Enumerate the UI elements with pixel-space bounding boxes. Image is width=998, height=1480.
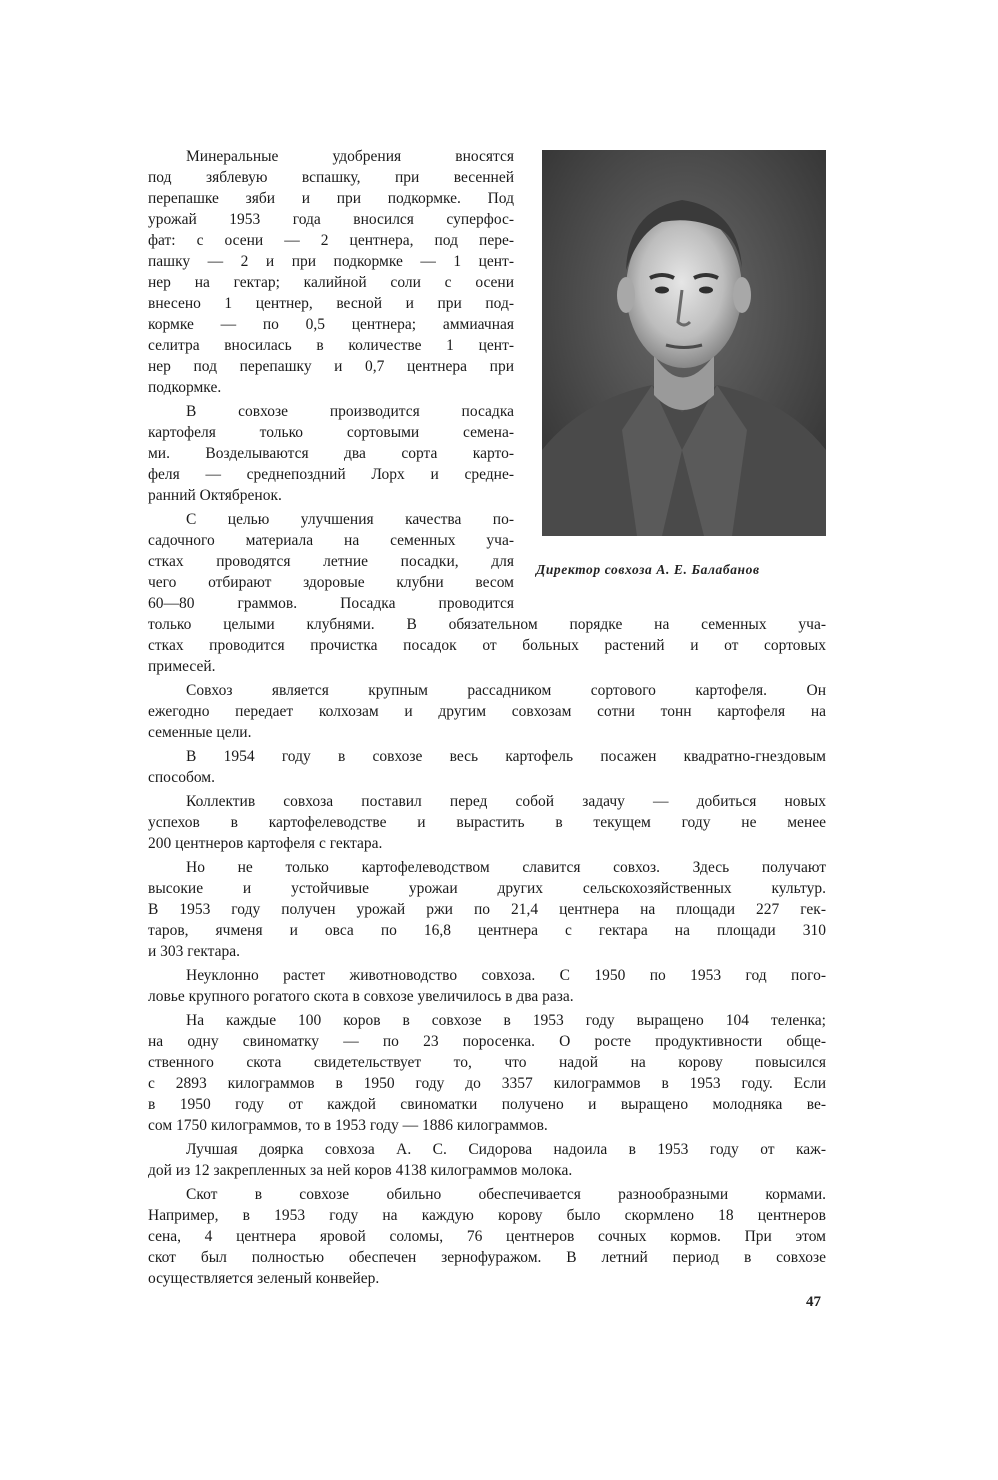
text-line: 200 центнеров картофеля с гектара.	[148, 835, 383, 852]
text-line: сена, 4 центнера яровой соломы, 76 центнеров сочных кормов. При этом	[148, 1228, 826, 1245]
text-line: Например, в 1953 году на каждую корову было скормлено 18 центнеров	[148, 1207, 826, 1224]
text-line: На каждые 100 коров в совхозе в 1953 году выращено 104 теленка;	[186, 1012, 826, 1029]
text-line: фат: с осени — 2 центнера, под пере-	[148, 232, 514, 249]
text-line: В 1953 году получен урожай ржи по 21,4 центнера на площади 227 гек-	[148, 901, 826, 918]
text-line: семенные цели.	[148, 724, 252, 741]
text-line: подкормке.	[148, 379, 222, 396]
text-line: урожай 1953 года вносился суперфос-	[148, 211, 514, 228]
page-number: 47	[806, 1294, 821, 1310]
text-line: под зяблевую вспашку, при весенней	[148, 169, 514, 186]
text-line: на одну свиноматку — по 23 поросенка. О росте продуктивности обще-	[148, 1033, 826, 1050]
text-line: кормке — по 0,5 центнера; аммиачная	[148, 316, 514, 333]
text-line: ежегодно передает колхозам и другим совхозам сотни тонн картофеля на	[148, 703, 826, 720]
text-line: Лучшая доярка совхоза А. С. Сидорова надоила в 1953 году от каж-	[186, 1141, 826, 1158]
text-line: в 1950 году от каждой свиноматки получено и выращено молодняка ве-	[148, 1096, 826, 1113]
text-line: успехов в картофелеводстве и вырастить в текущем году не менее	[148, 814, 826, 831]
text-line: только целыми клубнями. В обязательном порядке на семенных уча-	[148, 616, 826, 633]
text-line: с 2893 килограммов в 1950 году до 3357 килограммов в 1953 году. Если	[148, 1075, 826, 1092]
text-line: ственного скота свидетельствует то, что надой на корову повысился	[148, 1054, 826, 1071]
text-line: Минеральные удобрения вносятся	[186, 148, 514, 165]
text-line: примесей.	[148, 658, 216, 675]
text-line: В совхозе производится посадка	[186, 403, 514, 420]
text-line: ранний Октябренок.	[148, 487, 282, 504]
text-line: нер под перепашку и 0,7 центнера при	[148, 358, 514, 375]
text-line: и 303 гектара.	[148, 943, 241, 960]
text-line: сом 1750 килограммов, то в 1953 году — 1886 килограммов.	[148, 1117, 548, 1134]
text-line: селитра вносилась в количестве 1 цент-	[148, 337, 514, 354]
text-line: В 1954 году в совхозе весь картофель посажен квадратно-гнездовым	[186, 748, 826, 765]
text-line: скот был полностью обеспечен зернофуражом. В летний период в совхозе	[148, 1249, 826, 1266]
text-line: Неуклонно растет животноводство совхоза. С 1950 по 1953 год пого-	[186, 967, 826, 984]
text-line: феля — среднепоздний Лорх и средне-	[148, 466, 514, 483]
text-line: пашку — 2 и при подкормке — 1 цент-	[148, 253, 514, 270]
text-line: высокие и устойчивые урожаи других сельскохозяйственных культур.	[148, 880, 826, 897]
text-line: Но не только картофелеводством славится совхоз. Здесь получают	[186, 859, 826, 876]
text-line: картофеля только сортовыми семена-	[148, 424, 514, 441]
text-line: внесено 1 центнер, весной и при под-	[148, 295, 514, 312]
text-line: ми. Возделываются два сорта карто-	[148, 445, 514, 462]
text-line: чего отбирают здоровые клубни весом	[148, 574, 514, 591]
text-line: 60—80 граммов. Посадка проводится	[148, 595, 514, 612]
text-line: Коллектив совхоза поставил перед собой задачу — добиться новых	[186, 793, 826, 810]
text-line: Совхоз является крупным рассадником сортового картофеля. Он	[186, 682, 826, 699]
portrait-image	[542, 150, 826, 536]
photo-caption: Директор совхоза А. Е. Балабанов	[536, 562, 760, 577]
text-line: нер на гектар; калийной соли с осени	[148, 274, 514, 291]
text-line: способом.	[148, 769, 215, 786]
director-portrait-photo	[542, 150, 826, 536]
text-line: стках проводятся летние посадки, для	[148, 553, 514, 570]
text-line: таров, ячменя и овса по 16,8 центнера с гектара на площади 310	[148, 922, 826, 939]
text-line: садочного материала на семенных уча-	[148, 532, 514, 549]
text-line: С целью улучшения качества по-	[186, 511, 514, 528]
text-line: перепашке зяби и при подкормке. Под	[148, 190, 514, 207]
text-line: ловье крупного рогатого скота в совхозе увеличилось в два раза.	[148, 988, 574, 1005]
text-line: дой из 12 закрепленных за ней коров 4138 килограммов молока.	[148, 1162, 573, 1179]
text-line: Скот в совхозе обильно обеспечивается разнообразными кормами.	[186, 1186, 826, 1203]
text-line: осуществляется зеленый конвейер.	[148, 1270, 380, 1287]
text-line: стках проводится прочистка посадок от больных растений и от сортовых	[148, 637, 826, 654]
